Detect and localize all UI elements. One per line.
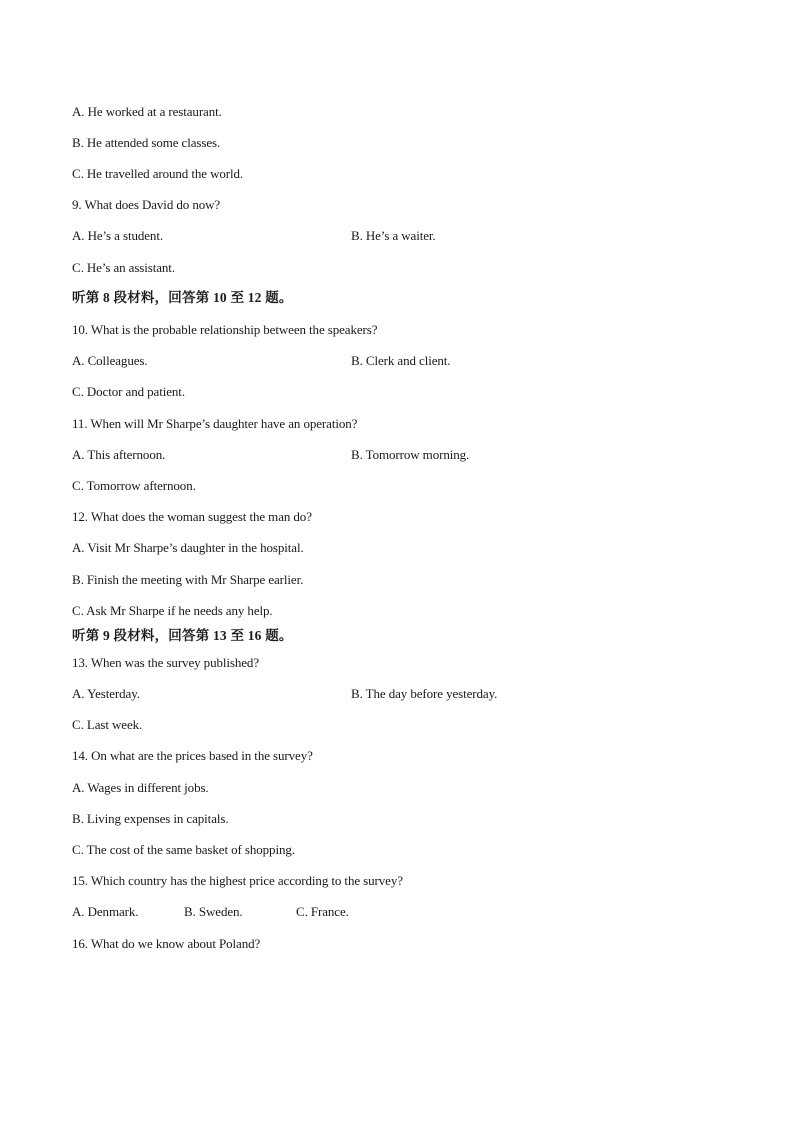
q8-option-a: A. He worked at a restaurant. <box>72 104 222 119</box>
q9-option-b: B. He’s a waiter. <box>351 228 436 243</box>
q9-option-c: C. He’s an assistant. <box>72 260 175 275</box>
q9-option-a: A. He’s a student. <box>72 228 163 243</box>
question-11: 11. When will Mr Sharpe’s daughter have an operation? <box>72 416 358 431</box>
question-12: 12. What does the woman suggest the man do? <box>72 509 312 524</box>
question-14: 14. On what are the prices based in the survey? <box>72 748 313 763</box>
q15-option-c: C. France. <box>296 904 349 919</box>
q13-option-c: C. Last week. <box>72 717 143 732</box>
q10-option-c: C. Doctor and patient. <box>72 384 185 399</box>
question-16: 16. What do we know about Poland? <box>72 936 261 951</box>
section-heading-8: 听第 8 段材料，回答第 10 至 12 题。 <box>72 290 293 305</box>
question-10: 10. What is the probable relationship between the speakers? <box>72 322 378 337</box>
q10-option-a: A. Colleagues. <box>72 353 148 368</box>
q11-option-a: A. This afternoon. <box>72 447 166 462</box>
question-13: 13. When was the survey published? <box>72 655 259 670</box>
q15-option-a: A. Denmark. <box>72 904 139 919</box>
question-15: 15. Which country has the highest price according to the survey? <box>72 873 403 888</box>
q13-option-a: A. Yesterday. <box>72 686 140 701</box>
q14-option-b: B. Living expenses in capitals. <box>72 811 229 826</box>
q15-option-b: B. Sweden. <box>184 904 243 919</box>
q12-option-c: C. Ask Mr Sharpe if he needs any help. <box>72 603 273 618</box>
q11-option-c: C. Tomorrow afternoon. <box>72 478 196 493</box>
q13-option-b: B. The day before yesterday. <box>351 686 498 701</box>
q12-option-a: A. Visit Mr Sharpe’s daughter in the hospital. <box>72 540 304 555</box>
q11-option-b: B. Tomorrow morning. <box>351 447 470 462</box>
q8-option-b: B. He attended some classes. <box>72 135 221 150</box>
question-9: 9. What does David do now? <box>72 197 221 212</box>
section-heading-9: 听第 9 段材料，回答第 13 至 16 题。 <box>72 628 293 643</box>
q14-option-c: C. The cost of the same basket of shopping. <box>72 842 295 857</box>
q14-option-a: A. Wages in different jobs. <box>72 780 209 795</box>
q10-option-b: B. Clerk and client. <box>351 353 451 368</box>
q12-option-b: B. Finish the meeting with Mr Sharpe earlier. <box>72 572 304 587</box>
q8-option-c: C. He travelled around the world. <box>72 166 244 181</box>
